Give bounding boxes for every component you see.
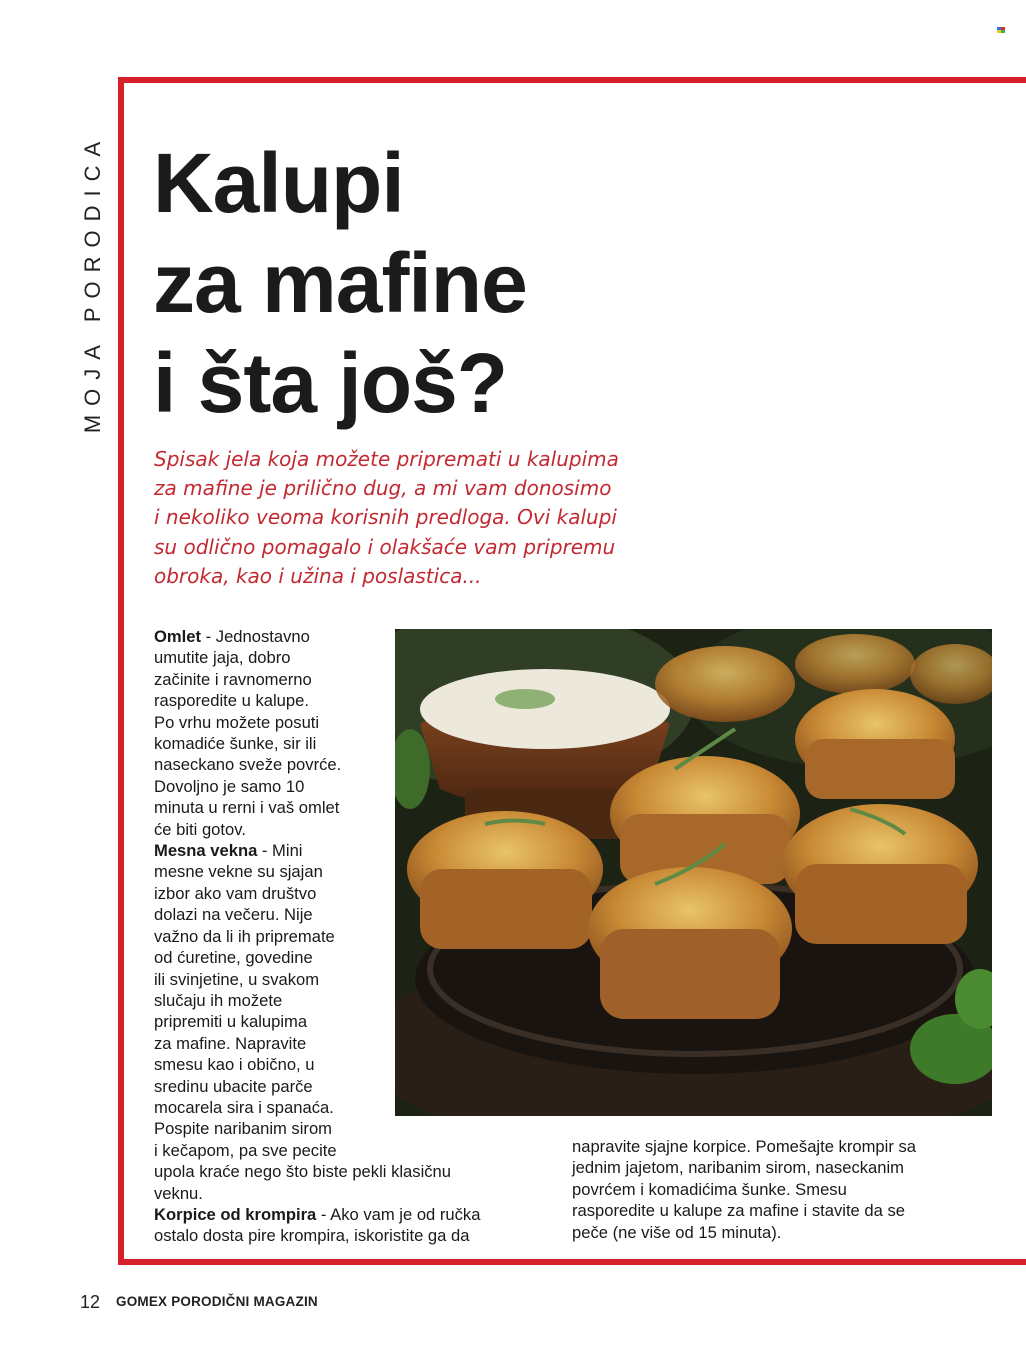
text-run: pripremiti u kalupima — [154, 1012, 308, 1032]
corner-color-mark — [997, 27, 1007, 35]
text-run: ili svinjetine, u svakom — [154, 969, 320, 989]
text-run: ostalo dosta pire krompira, iskoristite ga da — [154, 1226, 470, 1246]
text-run: upola kraće nego što biste pekli klasičnu — [154, 1162, 452, 1182]
text-run: komadiće šunke, sir ili — [154, 734, 317, 754]
section-heading: Mesna vekna — [154, 841, 258, 861]
section-heading: Omlet — [154, 627, 202, 646]
text-run: dolazi na večeru. Nije — [154, 905, 313, 925]
text-run: - Jednostavno — [201, 627, 310, 646]
text-line — [154, 1140, 480, 1161]
text-line — [572, 1222, 916, 1243]
title-line: i šta još? — [153, 336, 508, 430]
text-run: začinite i ravnomerno — [154, 669, 312, 689]
title-line: za mafine — [153, 236, 527, 330]
text-line — [572, 1157, 916, 1178]
lead-line: za mafine je prilično dug, a mi vam donosimo — [154, 476, 612, 501]
text-run: smesu kao i obično, u — [154, 1055, 315, 1075]
text-run: - Mini — [257, 841, 303, 861]
text-run: slučaju ih možete — [154, 990, 283, 1010]
text-line — [154, 1161, 480, 1182]
text-run: minuta u rerni i vaš omlet — [154, 798, 340, 818]
text-run: jednim jajetom, naribanim sirom, naseckanim — [572, 1158, 905, 1178]
muffin-photo — [395, 629, 992, 1116]
text-run: od ćuretine, govedine — [154, 948, 313, 968]
text-run: rasporedite u kalupe za mafine i stavite da se — [572, 1201, 905, 1221]
section-label: MOJA PORODICA — [80, 132, 105, 434]
text-line — [154, 1183, 480, 1204]
text-run: Pospite naribanim sirom — [154, 1119, 332, 1139]
page-number: 12 — [80, 1292, 101, 1312]
text-run: i kečapom, pa sve pecite — [154, 1140, 337, 1160]
text-run: mesne vekne su sjajan — [154, 862, 323, 882]
text-run: Po vrhu možete posuti — [154, 712, 320, 732]
lead-line: Spisak jela koja možete pripremati u kalupima — [154, 447, 619, 471]
text-run: napravite sjajne korpice. Pomešajte krompir sa — [572, 1137, 917, 1156]
text-run: umutite jaja, dobro — [154, 648, 291, 668]
text-line — [572, 1200, 916, 1221]
text-run: - Ako vam je od ručka — [316, 1204, 481, 1224]
section-heading: Korpice od krompira — [154, 1204, 317, 1224]
body-text-right-column — [572, 1136, 916, 1243]
lead-line: su odlično pomagalo i olakšaće vam pripremu — [154, 534, 616, 559]
text-run: naseckano sveže povrće. — [154, 755, 342, 775]
text-line — [154, 1225, 480, 1246]
lead-line: i nekoliko veoma korisnih predloga. Ovi kalupi — [154, 505, 617, 530]
text-run: sredinu ubacite parče — [154, 1076, 313, 1096]
text-line — [154, 1204, 480, 1225]
magazine-name: GOMEX PORODIČNI MAGAZIN — [116, 1294, 318, 1309]
text-run: izbor ako vam društvo — [154, 883, 317, 903]
text-run: za mafine. Napravite — [154, 1033, 307, 1053]
text-run: Dovoljno je samo 10 — [154, 776, 305, 796]
lead-paragraph — [154, 445, 634, 591]
article-title — [153, 133, 527, 433]
text-run: rasporedite u kalupe. — [154, 691, 309, 711]
text-run: će biti gotov. — [154, 819, 246, 839]
egg-muffins-image — [395, 629, 992, 1116]
title-line: Kalupi — [153, 136, 404, 230]
text-run: mocarela sira i spanaća. — [154, 1097, 334, 1117]
text-run: važno da li ih pripremate — [154, 926, 335, 946]
text-run: povrćem i komadićima šunke. Smesu — [572, 1179, 847, 1199]
text-run: veknu. — [154, 1183, 203, 1203]
text-run: peče (ne više od 15 minuta). — [572, 1222, 782, 1242]
text-line — [572, 1179, 916, 1200]
lead-line: obroka, kao i užina i poslastica... — [154, 563, 482, 588]
text-line — [572, 1136, 916, 1157]
text-line — [154, 1118, 480, 1139]
